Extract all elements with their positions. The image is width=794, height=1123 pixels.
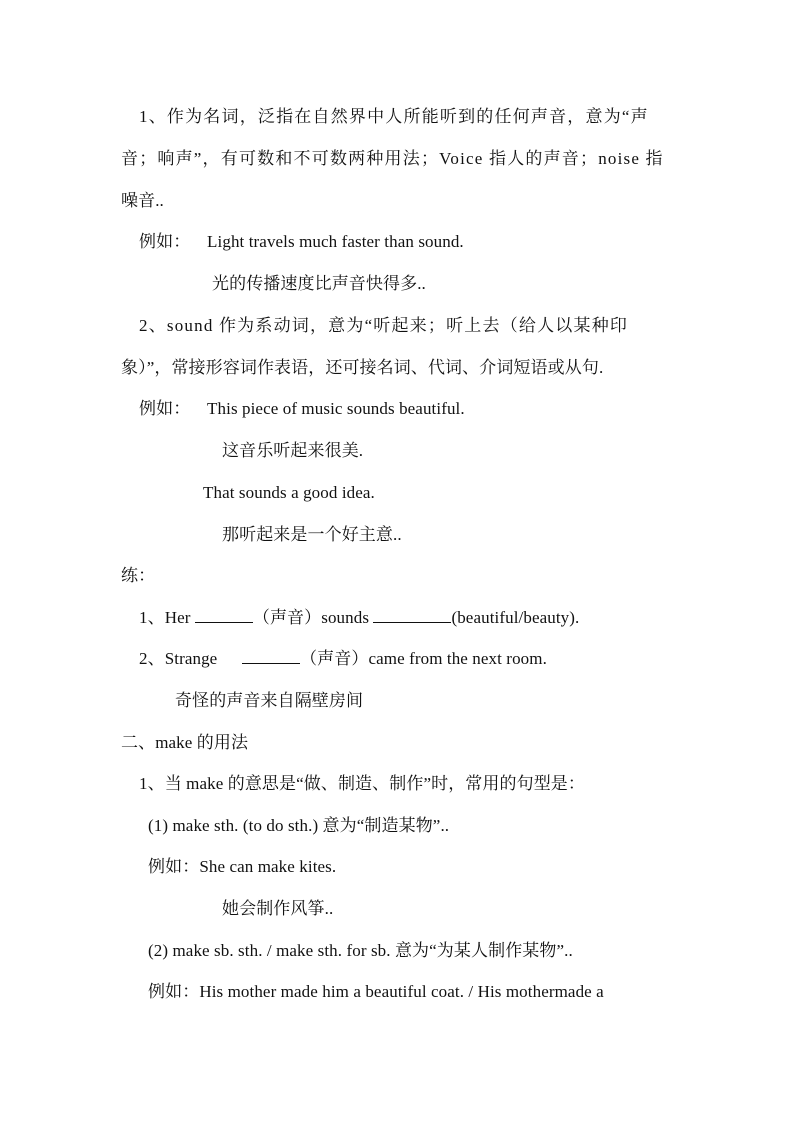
practice-question-2 — [139, 648, 547, 670]
sound-noun-line-3: 噪音.. — [121, 191, 164, 210]
answer-blank-2[interactable] — [373, 607, 451, 623]
example-label: 例如： — [139, 399, 191, 418]
make-section-heading: 二、make 的用法 — [121, 733, 249, 752]
sound-verb-line-2: 象）”，常接形容词作表语，还可接名词、代词、介词短语或从句. — [121, 358, 604, 377]
example-english: She can make kites. — [199, 857, 337, 876]
make-example-1-translation: 她会制作风筝.. — [222, 899, 334, 918]
question-1-end: (beautiful/beauty). — [451, 608, 580, 627]
question-2-start: 2、Strange — [139, 649, 218, 668]
example-2-translation: 这音乐听起来很美. — [222, 441, 364, 460]
make-example-1-row — [148, 856, 336, 878]
sound-verb-line-1: 2、sound 作为系动词，意为“听起来；听上去（给人以某种印 — [139, 316, 629, 335]
example-1-translation: 光的传播速度比声音快得多.. — [212, 274, 426, 293]
question-1-start: 1、Her — [139, 608, 191, 627]
answer-blank-1[interactable] — [195, 607, 253, 623]
example-3-translation: 那听起来是一个好主意.. — [222, 525, 402, 544]
practice-heading: 练： — [121, 566, 156, 585]
make-point-1: 1、当 make 的意思是“做、制造、制作”时，常用的句型是： — [139, 774, 586, 793]
practice-question-1 — [139, 607, 579, 629]
practice-question-2-translation: 奇怪的声音来自隔壁房间 — [175, 691, 364, 710]
example-english: Light travels much faster than sound. — [207, 232, 464, 251]
example-3-english: That sounds a good idea. — [203, 483, 375, 502]
example-label: 例如： — [148, 857, 200, 876]
example-2-row — [139, 398, 465, 420]
example-label: 例如： — [148, 982, 200, 1001]
make-pattern-1: (1) make sth. (to do sth.) 意为“制造某物”.. — [148, 816, 450, 835]
example-english: This piece of music sounds beautiful. — [207, 399, 465, 418]
answer-blank-3[interactable] — [242, 648, 300, 664]
question-2-end: （声音）came from the next room. — [300, 649, 547, 668]
sound-noun-line-2: 音；响声”，有可数和不可数两种用法；Voice 指人的声音；noise 指 — [121, 149, 664, 168]
example-1-row — [139, 231, 464, 253]
make-pattern-2: (2) make sb. sth. / make sth. for sb. 意为“为某人制作某物”.. — [148, 941, 573, 960]
example-english: His mother made him a beautiful coat. / His mothermade a — [199, 982, 604, 1001]
question-1-middle: （声音）sounds — [252, 608, 370, 627]
sound-noun-line-1: 1、作为名词，泛指在自然界中人所能听到的任何声音，意为“声 — [139, 107, 649, 126]
make-example-2-row — [148, 981, 604, 1003]
example-label: 例如： — [139, 232, 191, 251]
